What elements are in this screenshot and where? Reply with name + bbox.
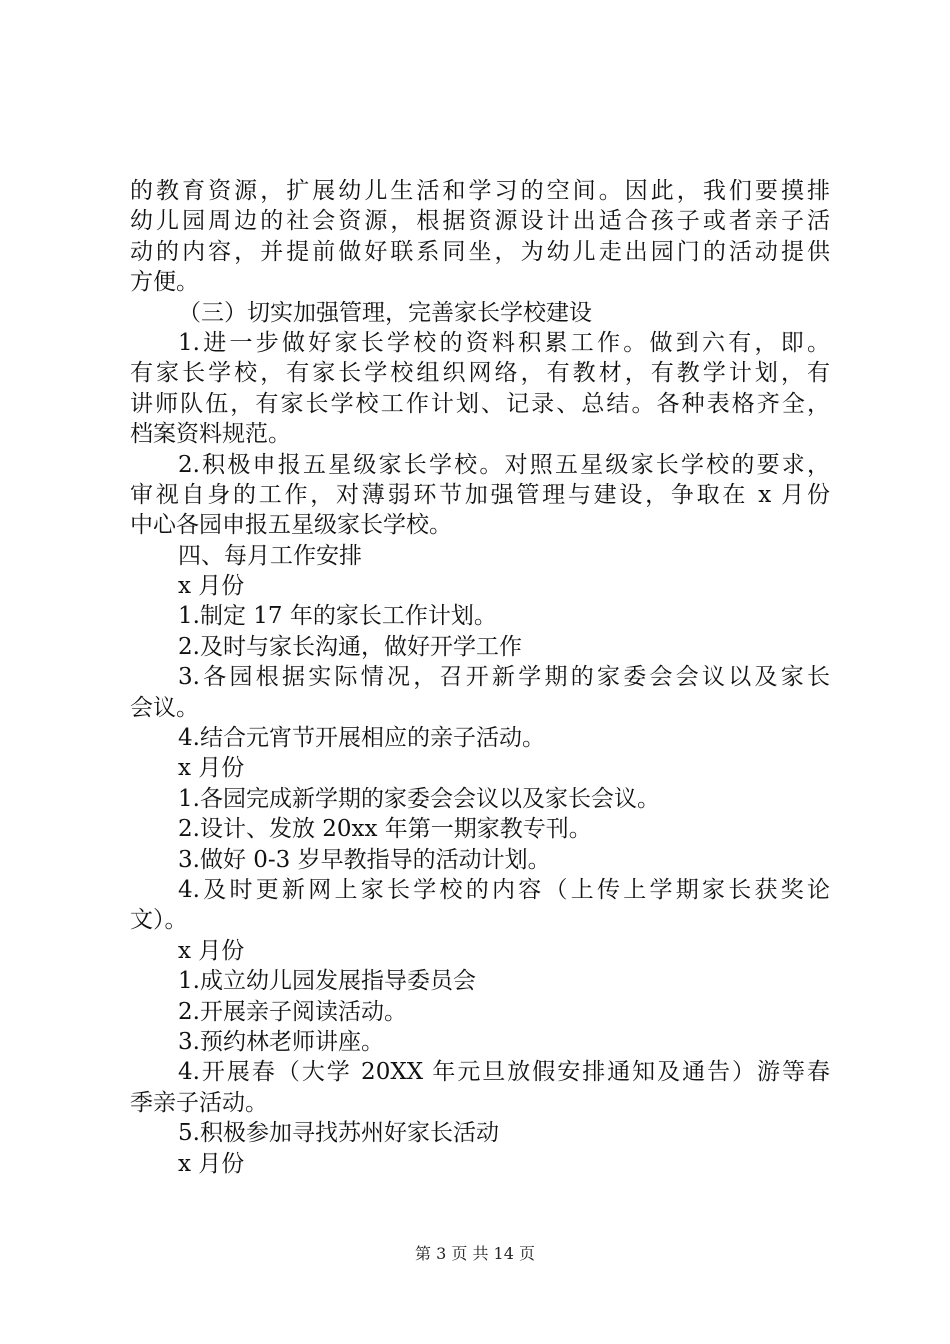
text-line: 1.成立幼儿园发展指导委员会 bbox=[178, 968, 476, 995]
page-footer: 第 3 页 共 14 页 bbox=[415, 1244, 535, 1263]
text-line: 四、每月工作安排 bbox=[178, 542, 362, 569]
text-line: 中心各园申报五星级家长学校。 bbox=[130, 512, 452, 539]
text-line: 4.及时更新网上家长学校的内容（上传上学期家长获奖论 bbox=[178, 876, 830, 903]
text-line: 审视自身的工作，对薄弱环节加强管理与建设，争取在 x 月份 bbox=[130, 481, 830, 508]
text-line: 会议。 bbox=[130, 694, 199, 721]
text-line: 有家长学校，有家长学校组织网络，有教材，有教学计划，有 bbox=[130, 360, 830, 387]
text-line: x 月份 bbox=[178, 1150, 245, 1177]
text-line: 2.积极申报五星级家长学校。对照五星级家长学校的要求， bbox=[178, 451, 830, 478]
text-line: 3.做好 0-3 岁早教指导的活动计划。 bbox=[178, 846, 551, 873]
text-line: 讲师队伍，有家长学校工作计划、记录、总结。各种表格齐全， bbox=[130, 390, 830, 417]
text-line: 的教育资源，扩展幼儿生活和学习的空间。因此，我们要摸排 bbox=[130, 178, 830, 204]
text-line: 2.及时与家长沟通，做好开学工作 bbox=[178, 633, 522, 660]
text-line: 季亲子活动。 bbox=[130, 1089, 268, 1116]
text-line: 4.开展春（大学 20XX 年元旦放假安排通知及通告）游等春 bbox=[178, 1059, 830, 1086]
text-line: 档案资料规范。 bbox=[130, 421, 291, 448]
text-line: 1.各园完成新学期的家委会会议以及家长会议。 bbox=[178, 785, 660, 812]
text-line: x 月份 bbox=[178, 573, 245, 600]
text-line: 3.预约林老师讲座。 bbox=[178, 1028, 384, 1055]
text-line: 文）。 bbox=[130, 907, 188, 934]
text-line: x 月份 bbox=[178, 755, 245, 782]
text-line: 4.结合元宵节开展相应的亲子活动。 bbox=[178, 725, 545, 752]
text-line: （三）切实加强管理，完善家长学校建设 bbox=[178, 299, 592, 326]
text-line: 动的内容，并提前做好联系同坐，为幼儿走出园门的活动提供 bbox=[130, 238, 830, 265]
text-line: x 月份 bbox=[178, 937, 245, 964]
text-line: 幼儿园周边的社会资源，根据资源设计出适合孩子或者亲子活 bbox=[130, 208, 830, 235]
text-line: 2.开展亲子阅读活动。 bbox=[178, 998, 407, 1025]
document-body bbox=[130, 176, 830, 1179]
text-line: 3.各园根据实际情况，召开新学期的家委会会议以及家长 bbox=[178, 664, 830, 691]
text-line: 方便。 bbox=[130, 269, 199, 296]
text-line: 2.设计、发放 20xx 年第一期家教专刊。 bbox=[178, 816, 592, 843]
text-line: 1.制定 17 年的家长工作计划。 bbox=[178, 603, 497, 630]
text-line: 5.积极参加寻找苏州好家长活动 bbox=[178, 1120, 499, 1147]
text-line: 1.进一步做好家长学校的资料积累工作。做到六有，即。 bbox=[178, 329, 830, 356]
